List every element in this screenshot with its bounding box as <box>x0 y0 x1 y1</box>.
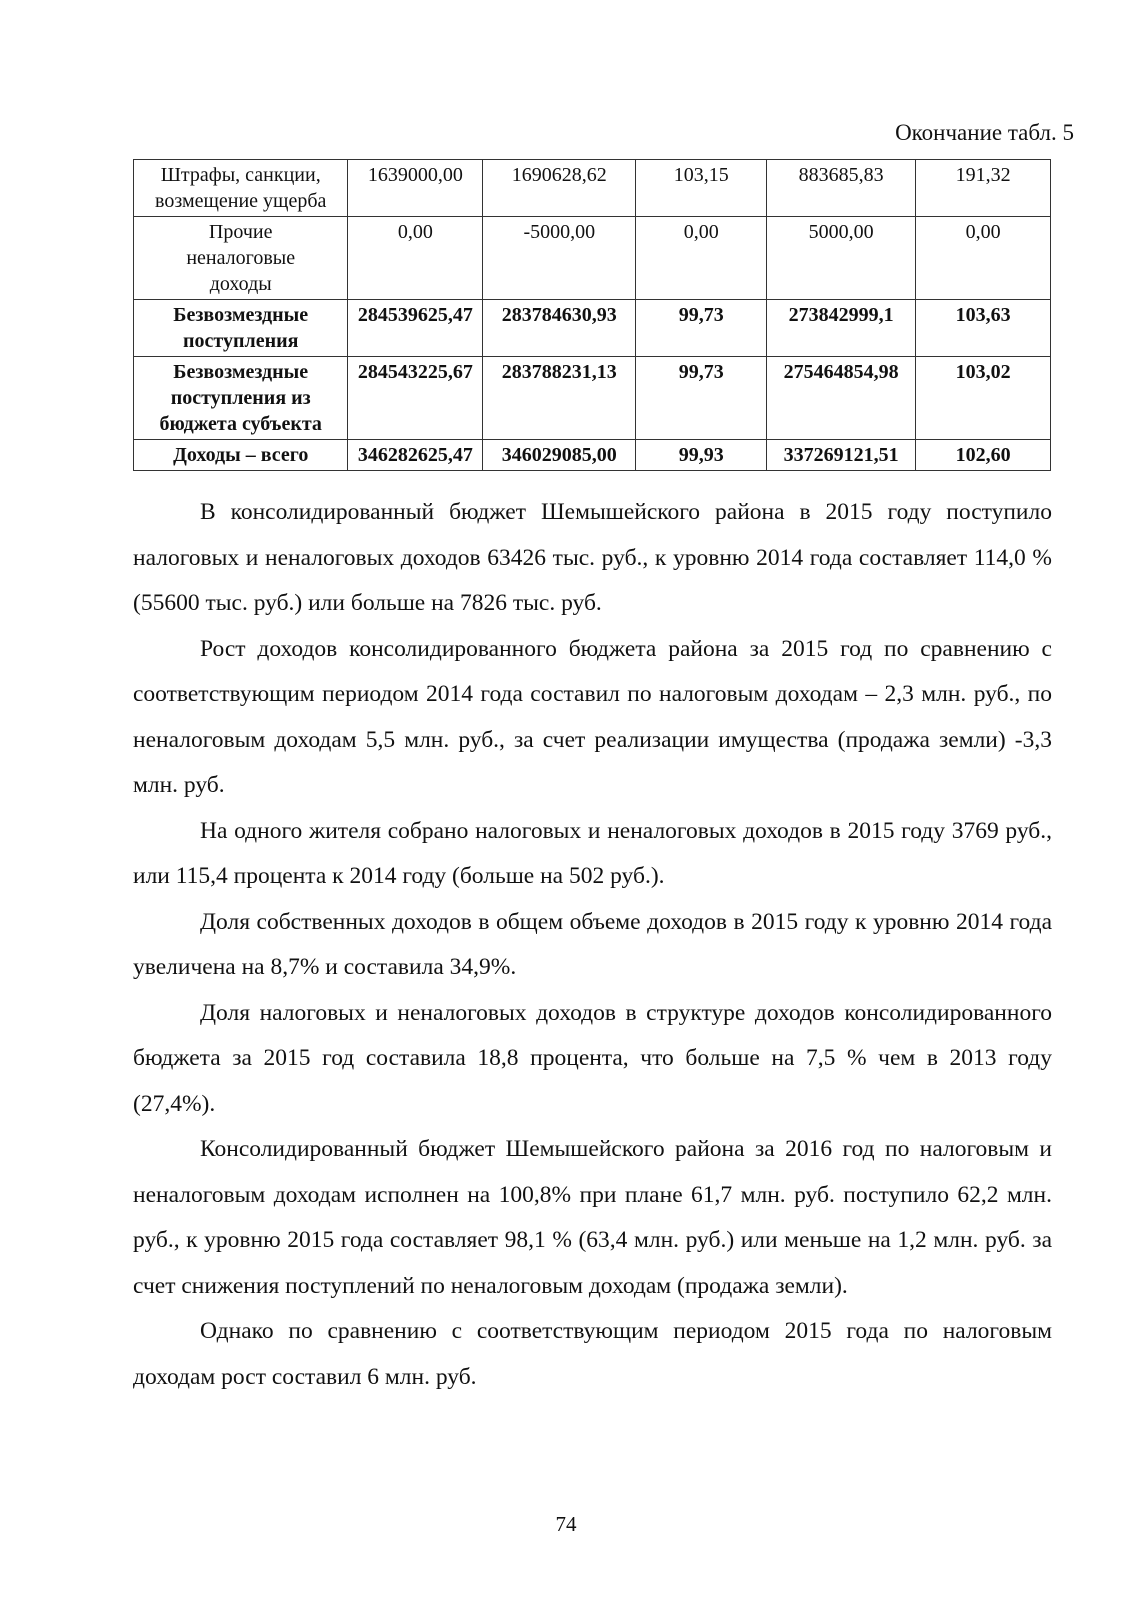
table-cell: 103,02 <box>916 357 1051 440</box>
table-cell: 883685,83 <box>767 160 916 217</box>
page-number: 74 <box>555 1512 577 1536</box>
table-cell: 283784630,93 <box>483 300 636 357</box>
table-body <box>134 160 1051 471</box>
table-cell: 0,00 <box>636 217 767 300</box>
table-cell: 275464854,98 <box>767 357 916 440</box>
paragraph: Рост доходов консолидированного бюджета района за 2015 год по сравнению с соответствующим периодом 2014 года составил по налоговым доходам – 2,3 млн. руб., по неналоговым доходам 5,5 млн. руб., за счет реализации имущества (продажа земли) -3,3 млн. руб. <box>133 635 1052 798</box>
table-cell: 273842999,1 <box>767 300 916 357</box>
table-cell: 1690628,62 <box>483 160 636 217</box>
body-text <box>133 490 1052 1400</box>
paragraph: Однако по сравнению с соответствующим периодом 2015 года по налоговым доходам рост составил 6 млн. руб. <box>133 1318 1052 1390</box>
revenue-table <box>133 159 1051 471</box>
paragraph: Доля налоговых и неналоговых доходов в структуре доходов консолидированного бюджета за 2015 год составила 18,8 процента, что больше на 7,5 % чем в 2013 году (27,4%). <box>133 999 1052 1117</box>
table-cell: 1639000,00 <box>348 160 483 217</box>
table-cell: 99,73 <box>636 357 767 440</box>
table-row <box>134 217 1051 300</box>
paragraph: Консолидированный бюджет Шемышейского района за 2016 год по налоговым и неналоговым доходам исполнен на 100,8% при плане 61,7 млн. руб. поступило 62,2 млн. руб., к уровню 2015 года составляет 98,1 % (63,4 млн. руб.) или меньше на 1,2 млн. руб. за счет снижения поступлений по неналоговым доходам (продажа земли). <box>133 1136 1052 1299</box>
table-cell: 0,00 <box>916 217 1051 300</box>
table-cell: 284543225,67 <box>348 357 483 440</box>
row-label: Штрафы, санкции, возмещение ущерба <box>134 160 348 217</box>
table-cell: 5000,00 <box>767 217 916 300</box>
table-row <box>134 357 1051 440</box>
table-cell: 99,93 <box>636 440 767 471</box>
row-label: Безвозмездные поступления <box>134 300 348 357</box>
table-caption: Окончание табл. 5 <box>895 120 1074 145</box>
table-row <box>134 300 1051 357</box>
row-label: Прочие неналоговые доходы <box>134 217 348 300</box>
table-cell: 191,32 <box>916 160 1051 217</box>
table-cell: 103,15 <box>636 160 767 217</box>
table-cell: 103,63 <box>916 300 1051 357</box>
row-label: Безвозмездные поступления из бюджета субъекта <box>134 357 348 440</box>
table-cell: -5000,00 <box>483 217 636 300</box>
table-row <box>134 440 1051 471</box>
table-cell: 0,00 <box>348 217 483 300</box>
table-cell: 346282625,47 <box>348 440 483 471</box>
paragraph: На одного жителя собрано налоговых и неналоговых доходов в 2015 году 3769 руб., или 115,4 процента к 2014 году (больше на 502 руб.). <box>133 817 1052 889</box>
table-cell: 337269121,51 <box>767 440 916 471</box>
table-cell: 99,73 <box>636 300 767 357</box>
table-cell: 346029085,00 <box>483 440 636 471</box>
table-cell: 283788231,13 <box>483 357 636 440</box>
paragraph: Доля собственных доходов в общем объеме доходов в 2015 году к уровню 2014 года увеличена на 8,7% и составила 34,9%. <box>133 908 1052 980</box>
paragraph: В консолидированный бюджет Шемышейского района в 2015 году поступило налоговых и неналоговых доходов 63426 тыс. руб., к уровню 2014 года составляет 114,0 % (55600 тыс. руб.) или больше на 7826 тыс. руб. <box>133 499 1052 616</box>
table-cell: 102,60 <box>916 440 1051 471</box>
table-row <box>134 160 1051 217</box>
row-label: Доходы – всего <box>134 440 348 471</box>
table-cell: 284539625,47 <box>348 300 483 357</box>
